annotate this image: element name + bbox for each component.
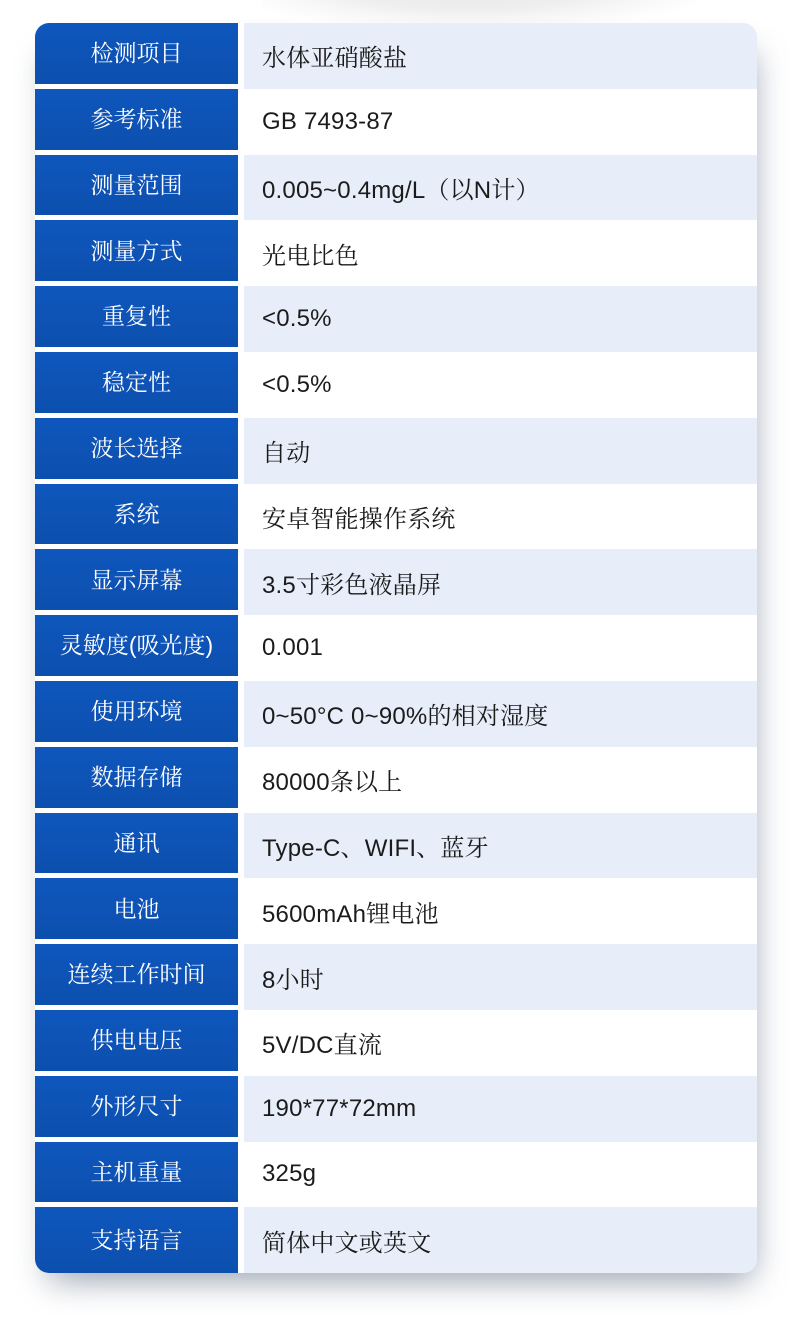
spec-label: 数据存储 [35,747,238,813]
table-row [35,813,757,879]
spec-value: 0.001 [244,615,757,681]
spec-label: 系统 [35,484,238,550]
spec-label: 连续工作时间 [35,944,238,1010]
table-row [35,418,757,484]
spec-value: 5600mAh锂电池 [244,878,757,944]
table-row [35,89,757,155]
spec-value: 安卓智能操作系统 [244,484,757,550]
spec-value: 325g [244,1142,757,1208]
spec-label: 测量范围 [35,155,238,221]
spec-value: 简体中文或英文 [244,1207,757,1273]
spec-label: 电池 [35,878,238,944]
spec-label: 稳定性 [35,352,238,418]
spec-value: 3.5寸彩色液晶屏 [244,549,757,615]
table-row [35,23,757,89]
spec-value: 0~50°C 0~90%的相对湿度 [244,681,757,747]
spec-value: 自动 [244,418,757,484]
spec-value: GB 7493-87 [244,89,757,155]
spec-label: 参考标准 [35,89,238,155]
table-row [35,878,757,944]
spec-label: 显示屏幕 [35,549,238,615]
spec-value: Type-C、WIFI、蓝牙 [244,813,757,879]
spec-label: 主机重量 [35,1142,238,1208]
table-row [35,352,757,418]
table-row [35,1207,757,1273]
spec-label: 供电电压 [35,1010,238,1076]
table-row [35,286,757,352]
specification-table [35,23,757,1273]
spec-value: 8小时 [244,944,757,1010]
spec-value: 190*77*72mm [244,1076,757,1142]
table-row [35,681,757,747]
spec-value: 光电比色 [244,220,757,286]
table-row [35,549,757,615]
spec-value: 水体亚硝酸盐 [244,23,757,89]
table-row [35,1076,757,1142]
spec-label: 通讯 [35,813,238,879]
spec-label: 测量方式 [35,220,238,286]
spec-label: 使用环境 [35,681,238,747]
spec-value: <0.5% [244,286,757,352]
spec-label: 支持语言 [35,1207,238,1273]
table-row [35,944,757,1010]
spec-value: <0.5% [244,352,757,418]
table-row [35,747,757,813]
spec-label: 重复性 [35,286,238,352]
spec-value: 0.005~0.4mg/L（以N计） [244,155,757,221]
spec-value: 5V/DC直流 [244,1010,757,1076]
table-row [35,615,757,681]
table-row [35,1010,757,1076]
spec-label: 灵敏度(吸光度) [35,615,238,681]
spec-label: 外形尺寸 [35,1076,238,1142]
spec-value: 80000条以上 [244,747,757,813]
table-row [35,220,757,286]
table-row [35,484,757,550]
table-row [35,155,757,221]
spec-label: 波长选择 [35,418,238,484]
table-row [35,1142,757,1208]
spec-label: 检测项目 [35,23,238,89]
